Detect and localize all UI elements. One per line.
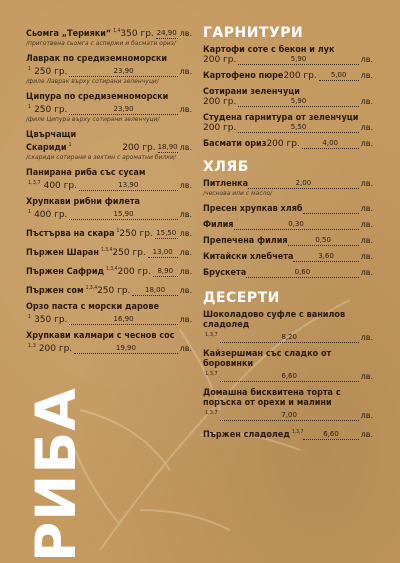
item-price: 6,60	[220, 372, 359, 382]
menu-item	[26, 245, 192, 258]
item-name: Лаврак по средиземноморски	[26, 54, 168, 64]
item-price: 15,90	[69, 210, 177, 220]
menu-item	[203, 310, 373, 343]
right-column	[203, 25, 373, 446]
item-price: 2,00	[248, 179, 359, 189]
menu-item	[26, 168, 192, 191]
menu-item	[203, 268, 373, 278]
item-name: Домашна бисквитена торта с поръска от орехи и малини	[203, 388, 341, 408]
currency: лв.	[360, 55, 373, 64]
item-weight: 250 гр.	[34, 105, 68, 115]
item-name: Пресен хрупкав хляб	[203, 204, 303, 214]
currency: лв.	[179, 315, 192, 324]
menu-item	[26, 302, 192, 325]
item-weight: 200 гр.	[38, 344, 73, 354]
menu-item	[203, 427, 373, 440]
allergen-code: 1,3,7	[205, 332, 218, 338]
currency: лв.	[360, 204, 373, 213]
menu-item	[203, 113, 373, 133]
item-name: Басмати ориз	[203, 139, 267, 149]
item-name: Кайзершман със сладко от боровинки	[203, 349, 332, 369]
section-title-fish: РИБА	[24, 387, 88, 562]
currency: лв.	[360, 71, 373, 80]
currency: лв.	[179, 267, 192, 276]
item-name: Орзо паста с морски дарове	[26, 302, 159, 312]
item-price: 0,60	[246, 268, 358, 278]
menu-item	[203, 45, 373, 65]
menu-item	[26, 226, 192, 239]
allergen-code: 1,3,4	[85, 285, 98, 291]
item-weight: 200 гр.	[283, 71, 317, 81]
item-name: Студена гарнитура от зеленчуци	[203, 113, 359, 123]
allergen-code: 1	[116, 228, 120, 234]
item-name: Хрупкави рибни филета	[26, 197, 140, 207]
currency: лв.	[179, 286, 192, 295]
allergen-code: 1,4	[113, 28, 121, 34]
currency: лв.	[179, 181, 192, 190]
item-name: Брускета	[203, 268, 247, 278]
item-price: 7,00	[220, 411, 359, 421]
currency: лв.	[360, 411, 373, 420]
item-price: 18,00	[132, 286, 177, 296]
menu-item	[26, 264, 192, 277]
item-price: 6,60	[303, 430, 358, 440]
allergen-code: 1,3,7	[28, 180, 41, 186]
item-name: Ципура по средиземноморски	[26, 92, 169, 102]
item-price	[303, 213, 359, 214]
allergen-code: 1,3,4	[106, 266, 118, 272]
item-weight: 200 гр.	[203, 123, 237, 133]
menu-item	[203, 87, 373, 107]
allergen-code: 1,3,7	[291, 429, 304, 435]
item-name: Препечена филия	[203, 236, 288, 246]
menu-item	[26, 130, 192, 162]
item-weight: 250 гр.	[119, 229, 153, 239]
currency: лв.	[360, 236, 373, 245]
item-price: 5,90	[238, 55, 358, 65]
currency: лв.	[179, 105, 192, 114]
item-weight: 350 гр.	[120, 29, 154, 39]
currency: лв.	[179, 67, 192, 76]
menu-item	[26, 54, 192, 86]
currency: лв.	[360, 123, 373, 132]
item-weight: 250 гр.	[97, 286, 131, 296]
currency: лв.	[360, 430, 373, 439]
item-weight: 400 гр.	[34, 210, 68, 220]
currency: лв.	[360, 139, 373, 148]
currency: лв.	[360, 252, 373, 261]
item-note: /чеснова или с масло/	[203, 190, 273, 197]
item-price: 13,90	[79, 181, 178, 191]
item-price: 16,90	[69, 315, 177, 325]
currency: лв.	[179, 344, 192, 353]
allergen-code: 1	[28, 209, 32, 215]
item-name: Сотирани зеленчуци	[203, 87, 300, 97]
item-price: 23,90	[69, 67, 177, 77]
item-weight: 200 гр.	[203, 97, 237, 107]
item-weight: 400 гр.	[43, 181, 77, 191]
currency: лв.	[360, 372, 373, 381]
item-note: /приготвена сьомга с аспержи и басмати ориз/	[26, 40, 176, 47]
item-price: 15,50	[156, 229, 177, 237]
menu-item	[203, 139, 373, 149]
menu-item	[26, 197, 192, 220]
allergen-code: 1,3,7	[205, 371, 218, 377]
menu-item	[203, 388, 373, 421]
section-title-bread: ХЛЯБ	[203, 159, 249, 175]
item-weight: 200 гр.	[122, 143, 156, 153]
item-name: Филия	[203, 220, 234, 230]
item-name: Пържен сом	[26, 286, 84, 296]
item-name: Цвърчащи Скариди	[26, 130, 77, 153]
item-name: Питленка	[203, 179, 249, 189]
menu-item	[203, 252, 373, 262]
item-note: /филе Ципура върху сотирани зеленчуци/	[26, 116, 160, 123]
allergen-code: 1	[68, 142, 72, 148]
item-price: 5,90	[238, 97, 358, 107]
item-price: 18,90	[157, 143, 178, 151]
menu-item	[203, 220, 373, 230]
item-price: 8,20	[220, 333, 359, 343]
item-price: 5,00	[319, 71, 359, 81]
menu-item	[203, 71, 373, 81]
item-weight: 250 гр.	[34, 67, 68, 77]
menu-item	[203, 179, 373, 198]
item-price: 8,90	[153, 267, 178, 277]
menu-item	[203, 204, 373, 214]
allergen-code: 1	[28, 314, 32, 320]
currency: лв.	[360, 179, 373, 188]
item-name: Хрупкави калмари с чеснов сос	[26, 331, 175, 341]
allergen-code: 1	[28, 104, 32, 110]
item-price: 23,90	[69, 105, 177, 115]
currency: лв.	[179, 248, 192, 257]
item-name: Китайски хлебчета	[203, 252, 294, 262]
item-name: Пържен сладолед	[203, 430, 290, 440]
item-name: Сьомга „Терияки“	[26, 29, 112, 39]
item-price: 13,00	[148, 248, 178, 258]
menu-item	[26, 331, 192, 354]
item-price: 4,00	[302, 139, 359, 149]
allergen-code: 1,3	[28, 343, 36, 349]
fish-list	[26, 26, 192, 360]
item-name: Пържен Шаран	[26, 248, 99, 258]
item-weight: 200 гр.	[117, 267, 151, 277]
currency: лв.	[179, 229, 192, 238]
allergen-code: 1,3,7	[205, 410, 218, 416]
allergen-code: 1	[28, 66, 32, 72]
currency: лв.	[179, 143, 192, 152]
item-note: /скариди сотирани в зехтин с ароматни билки/	[26, 154, 176, 161]
section-title-sides: ГАРНИТУРИ	[203, 25, 304, 41]
item-name: Картофи соте с бекон и лук	[203, 45, 335, 55]
currency: лв.	[179, 210, 192, 219]
item-price: 19,90	[74, 344, 177, 354]
currency: лв.	[360, 220, 373, 229]
currency: лв.	[360, 333, 373, 342]
allergen-code: 1,3,4	[100, 247, 113, 253]
item-price: 0,50	[288, 236, 359, 246]
currency: лв.	[179, 29, 192, 38]
item-name: Картофено пюре	[203, 71, 284, 81]
item-weight: 350 гр.	[34, 315, 68, 325]
item-weight: 200 гр.	[203, 55, 237, 65]
item-name: Пържен Сафрид	[26, 267, 105, 277]
menu-item	[26, 283, 192, 296]
item-weight: 200 гр.	[266, 139, 300, 149]
menu-item	[26, 26, 192, 48]
item-price: 5,50	[238, 123, 358, 133]
item-weight: 250 гр.	[112, 248, 146, 258]
item-price: 24,90	[156, 29, 177, 37]
item-name: Пъстърва на скара	[26, 229, 115, 239]
section-title-desserts: ДЕСЕРТИ	[203, 290, 280, 306]
currency: лв.	[360, 97, 373, 106]
item-name: Шоколадово суфле с ванилов сладолед	[203, 310, 346, 330]
menu-item	[26, 92, 192, 124]
menu-item	[203, 349, 373, 382]
item-price: 3,60	[293, 252, 358, 262]
item-name: Панирана риба със сусам	[26, 168, 146, 178]
currency: лв.	[360, 268, 373, 277]
item-note: /филе Лаврак върху сотирани зеленчуци/	[26, 78, 159, 85]
item-price: 0,30	[234, 220, 359, 230]
menu-item	[203, 236, 373, 246]
